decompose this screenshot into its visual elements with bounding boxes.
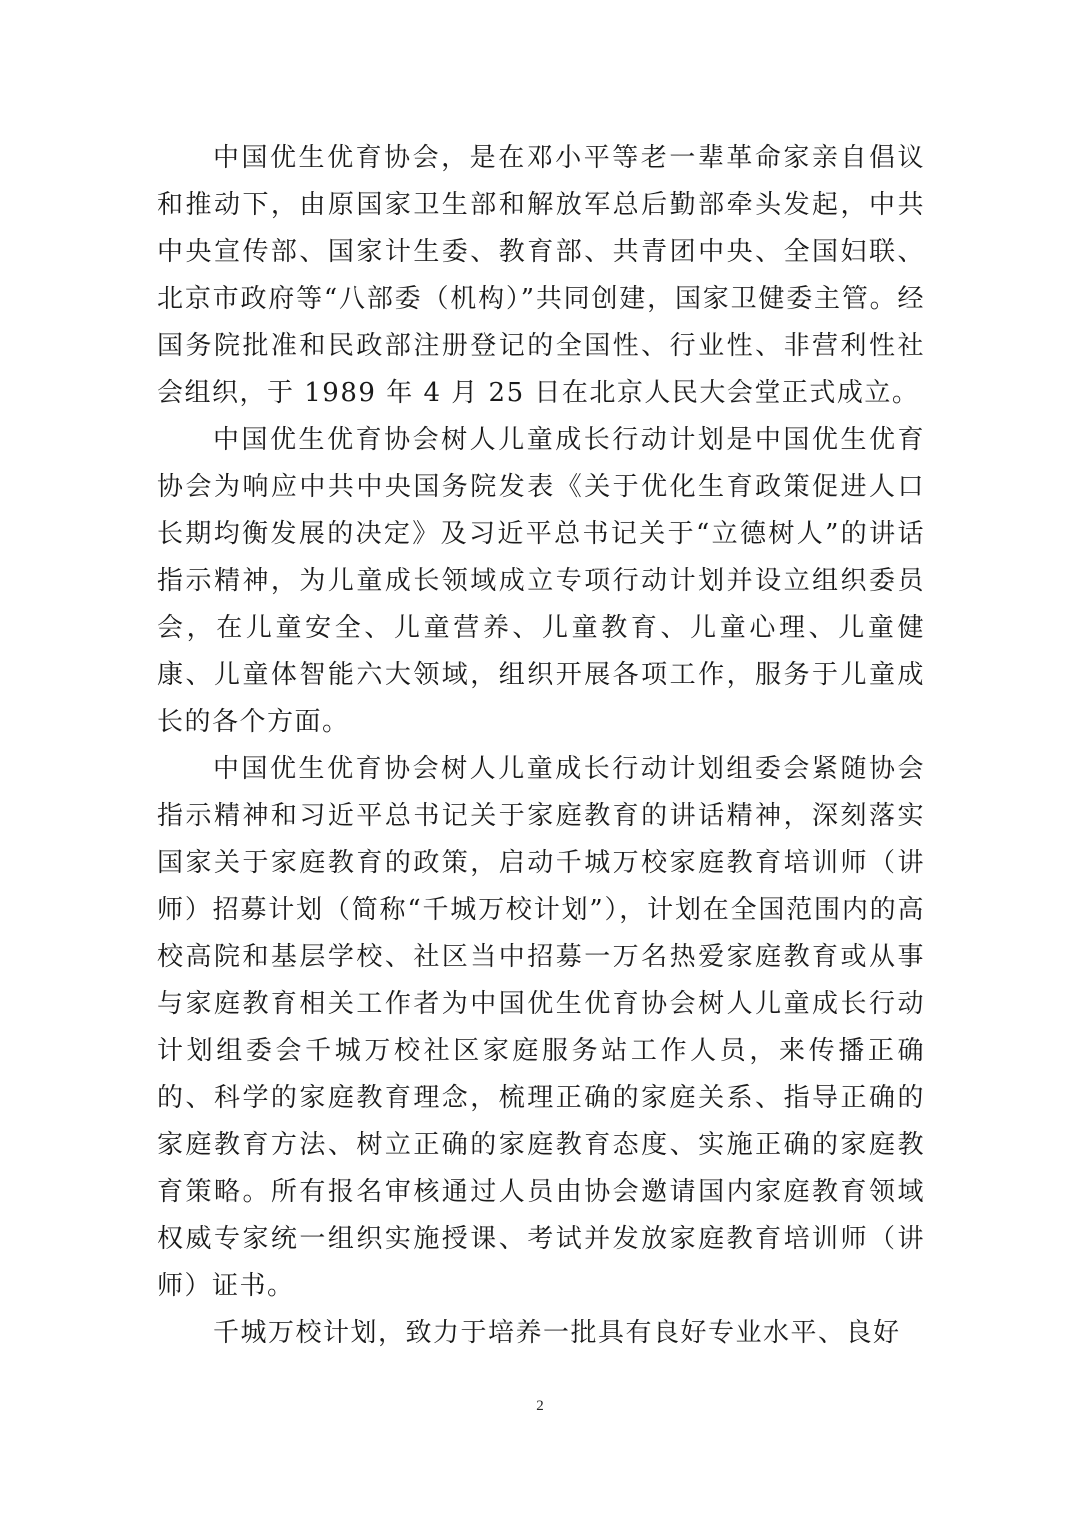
paragraph-association-intro: 中国优生优育协会，是在邓小平等老一辈革命家亲自倡议和推动下，由原国家卫生部和解放军总后勤部牵头发起，中共中央宣传部、国家计生委、教育部、共青团中央、全国妇联、北京市政府等“八部委（机构）”共同创建，国家卫健委主管。经国务院批准和民政部注册登记的全国性、行业性、非营利性社会组织，于 1989 年 4 月 25 日在北京人民大会堂正式成立。 bbox=[157, 143, 925, 408]
page-number: 2 bbox=[536, 1398, 544, 1414]
paragraph-plan-goal: 千城万校计划，致力于培养一批具有良好专业水平、良好 bbox=[213, 1318, 901, 1348]
body-text bbox=[157, 135, 925, 1357]
paragraph-action-plan: 中国优生优育协会树人儿童成长行动计划是中国优生优育协会为响应中共中央国务院发表《关于优化生育政策促进人口长期均衡发展的决定》及习近平总书记关于“立德树人”的讲话指示精神，为儿童成长领域成立专项行动计划并设立组织委员会，在儿童安全、儿童营养、儿童教育、儿童心理、儿童健康、儿童体智能六大领域，组织开展各项工作，服务于儿童成长的各个方面。 bbox=[157, 425, 925, 737]
paragraph-recruitment-plan: 中国优生优育协会树人儿童成长行动计划组委会紧随协会指示精神和习近平总书记关于家庭教育的讲话精神，深刻落实国家关于家庭教育的政策，启动千城万校家庭教育培训师（讲师）招募计划（简称“千城万校计划”），计划在全国范围内的高校高院和基层学校、社区当中招募一万名热爱家庭教育或从事与家庭教育相关工作者为中国优生优育协会树人儿童成长行动计划组委会千城万校社区家庭服务站工作人员，来传播正确的、科学的家庭教育理念，梳理正确的家庭关系、指导正确的家庭教育方法、树立正确的家庭教育态度、实施正确的家庭教育策略。所有报名审核通过人员由协会邀请国内家庭教育领域权威专家统一组织实施授课、考试并发放家庭教育培训师（讲师）证书。 bbox=[157, 754, 925, 1301]
